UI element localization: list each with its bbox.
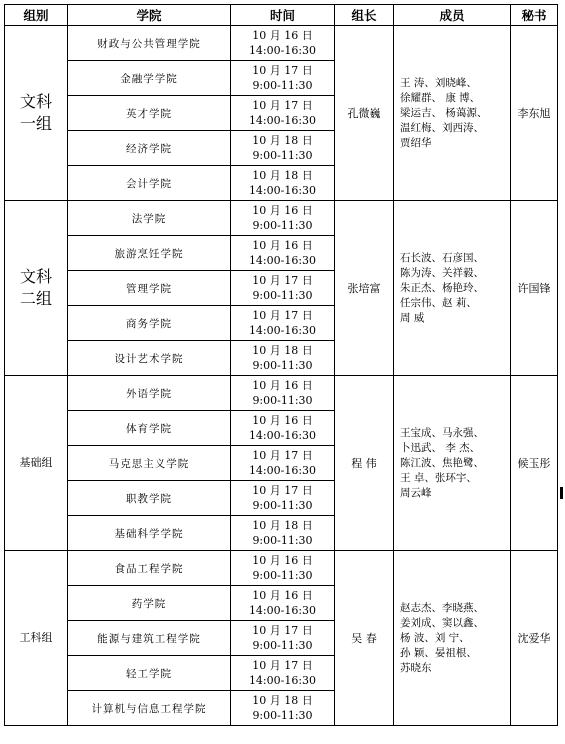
table-row — [5, 376, 558, 411]
member-line: 王宝成、马永强、 — [400, 426, 484, 439]
college-name: 商务学院 — [68, 306, 231, 341]
college-name: 财政与公共管理学院 — [68, 26, 231, 61]
member-line: 赵志杰、李晓燕、 — [400, 601, 484, 614]
session-time — [231, 96, 335, 131]
college-name: 外语学院 — [68, 376, 231, 411]
session-time — [231, 341, 335, 376]
session-hours: 9:00-11:30 — [252, 394, 313, 407]
member-line: 任宗伟、赵 莉、 — [400, 296, 477, 309]
session-time — [231, 621, 335, 656]
group-leader: 吴 春 — [335, 551, 394, 726]
session-date: 10 月 17 日 — [252, 99, 313, 112]
member-line: 陈江波、焦艳鹭、 — [400, 456, 484, 469]
session-hours: 14:00-16:30 — [248, 254, 317, 267]
session-time — [231, 306, 335, 341]
session-hours: 9:00-11:30 — [252, 359, 313, 372]
college-name: 药学院 — [68, 586, 231, 621]
group-secretary: 李东旭 — [511, 26, 558, 201]
college-name: 计算机与信息工程学院 — [68, 691, 231, 726]
college-name: 英才学院 — [68, 96, 231, 131]
session-time — [231, 376, 335, 411]
session-time — [231, 271, 335, 306]
member-line: 姜刘成、窦以鑫、 — [400, 616, 484, 629]
member-line: 王 涛、刘晓峰、 — [400, 76, 477, 89]
session-date: 10 月 17 日 — [252, 64, 313, 77]
college-name: 轻工学院 — [68, 656, 231, 691]
member-line: 王 卓、张环宇、 — [400, 471, 477, 484]
college-name: 会计学院 — [68, 166, 231, 201]
group-name-line: 二组 — [19, 289, 52, 308]
session-time — [231, 516, 335, 551]
college-name: 管理学院 — [68, 271, 231, 306]
session-date: 10 月 16 日 — [252, 239, 313, 252]
session-hours: 9:00-11:30 — [252, 639, 313, 652]
session-date: 10 月 16 日 — [252, 29, 313, 42]
college-name: 能源与建筑工程学院 — [68, 621, 231, 656]
session-hours: 9:00-11:30 — [252, 219, 313, 232]
session-date: 10 月 17 日 — [252, 624, 313, 637]
group-secretary: 许国锋 — [511, 201, 558, 376]
session-date: 10 月 16 日 — [252, 589, 313, 602]
member-line: 杨 波、刘 宁、 — [400, 631, 470, 644]
member-line: 贾绍华 — [400, 136, 432, 149]
session-hours: 14:00-16:30 — [248, 114, 317, 127]
header-leader: 组长 — [335, 5, 394, 26]
session-hours: 9:00-11:30 — [252, 569, 313, 582]
session-time — [231, 61, 335, 96]
session-time — [231, 446, 335, 481]
session-hours: 9:00-11:30 — [252, 149, 313, 162]
session-hours: 9:00-11:30 — [252, 79, 313, 92]
college-name: 职教学院 — [68, 481, 231, 516]
group-secretary: 沈爱华 — [511, 551, 558, 726]
member-line: 石长波、石彦国、 — [400, 251, 484, 264]
group-name-line: 一组 — [19, 114, 52, 133]
session-date: 10 月 18 日 — [252, 134, 313, 147]
member-line: 温红梅、刘西涛、 — [400, 121, 484, 134]
session-time — [231, 481, 335, 516]
group-members — [394, 201, 511, 376]
session-date: 10 月 16 日 — [252, 204, 313, 217]
group-name — [5, 376, 68, 551]
session-date: 10 月 16 日 — [252, 414, 313, 427]
session-hours: 14:00-16:30 — [248, 604, 317, 617]
member-line: 卜迅武、 李 杰、 — [400, 441, 481, 454]
college-name: 法学院 — [68, 201, 231, 236]
schedule-body — [5, 26, 558, 726]
header-secretary: 秘书 — [511, 5, 558, 26]
session-time — [231, 411, 335, 446]
session-hours: 14:00-16:30 — [248, 44, 317, 57]
page-edge-marker — [560, 487, 563, 499]
session-date: 10 月 17 日 — [252, 274, 313, 287]
schedule-document — [4, 4, 558, 726]
group-leader: 张培富 — [335, 201, 394, 376]
college-name: 经济学院 — [68, 131, 231, 166]
college-name: 马克思主义学院 — [68, 446, 231, 481]
session-hours: 14:00-16:30 — [248, 184, 317, 197]
header-group: 组别 — [5, 5, 68, 26]
session-date: 10 月 17 日 — [252, 659, 313, 672]
session-time — [231, 26, 335, 61]
member-line: 孙 颖、晏祖根、 — [400, 646, 477, 659]
college-name: 基础科学学院 — [68, 516, 231, 551]
table-row — [5, 551, 558, 586]
member-line: 苏晓东 — [400, 661, 432, 674]
session-date: 10 月 16 日 — [252, 554, 313, 567]
member-line: 陈为涛、关祥毅、 — [400, 266, 484, 279]
header-members: 成员 — [394, 5, 511, 26]
session-hours: 14:00-16:30 — [248, 429, 317, 442]
session-date: 10 月 17 日 — [252, 309, 313, 322]
session-date: 10 月 18 日 — [252, 344, 313, 357]
member-line: 周云峰 — [400, 486, 432, 499]
member-line: 梁运吉、 杨蔼源、 — [400, 106, 488, 119]
group-leader: 程 伟 — [335, 376, 394, 551]
group-members — [394, 551, 511, 726]
college-name: 体育学院 — [68, 411, 231, 446]
college-name: 食品工程学院 — [68, 551, 231, 586]
group-secretary: 候玉彤 — [511, 376, 558, 551]
member-line: 朱正杰、杨艳玲、 — [400, 281, 484, 294]
header-time: 时间 — [231, 5, 335, 26]
schedule-table — [4, 4, 558, 726]
group-name-line: 工科组 — [19, 631, 53, 644]
session-date: 10 月 17 日 — [252, 449, 313, 462]
session-time — [231, 201, 335, 236]
table-row — [5, 26, 558, 61]
header-row — [5, 5, 558, 26]
college-name: 设计艺术学院 — [68, 341, 231, 376]
session-date: 10 月 17 日 — [252, 484, 313, 497]
session-date: 10 月 18 日 — [252, 169, 313, 182]
session-hours: 9:00-11:30 — [252, 499, 313, 512]
group-name-line: 基础组 — [19, 456, 53, 469]
group-name-line: 文科 — [19, 92, 52, 111]
session-date: 10 月 18 日 — [252, 694, 313, 707]
group-members — [394, 26, 511, 201]
member-line: 周 威 — [400, 311, 425, 324]
group-members — [394, 376, 511, 551]
member-line: 徐耀群、 康 博、 — [400, 91, 481, 104]
group-name-line: 文科 — [19, 267, 52, 286]
session-hours: 9:00-11:30 — [252, 534, 313, 547]
session-hours: 9:00-11:30 — [252, 289, 313, 302]
session-hours: 14:00-16:30 — [248, 674, 317, 687]
session-hours: 9:00-11:30 — [252, 709, 313, 722]
session-hours: 14:00-16:30 — [248, 324, 317, 337]
group-name — [5, 26, 68, 201]
header-college: 学院 — [68, 5, 231, 26]
group-name — [5, 551, 68, 726]
session-time — [231, 131, 335, 166]
session-time — [231, 551, 335, 586]
college-name: 金融学学院 — [68, 61, 231, 96]
session-time — [231, 691, 335, 726]
session-date: 10 月 18 日 — [252, 519, 313, 532]
session-time — [231, 586, 335, 621]
session-time — [231, 656, 335, 691]
session-time — [231, 166, 335, 201]
session-hours: 14:00-16:30 — [248, 464, 317, 477]
group-leader: 孔微巍 — [335, 26, 394, 201]
session-time — [231, 236, 335, 271]
group-name — [5, 201, 68, 376]
table-row — [5, 201, 558, 236]
session-date: 10 月 16 日 — [252, 379, 313, 392]
college-name: 旅游烹饪学院 — [68, 236, 231, 271]
